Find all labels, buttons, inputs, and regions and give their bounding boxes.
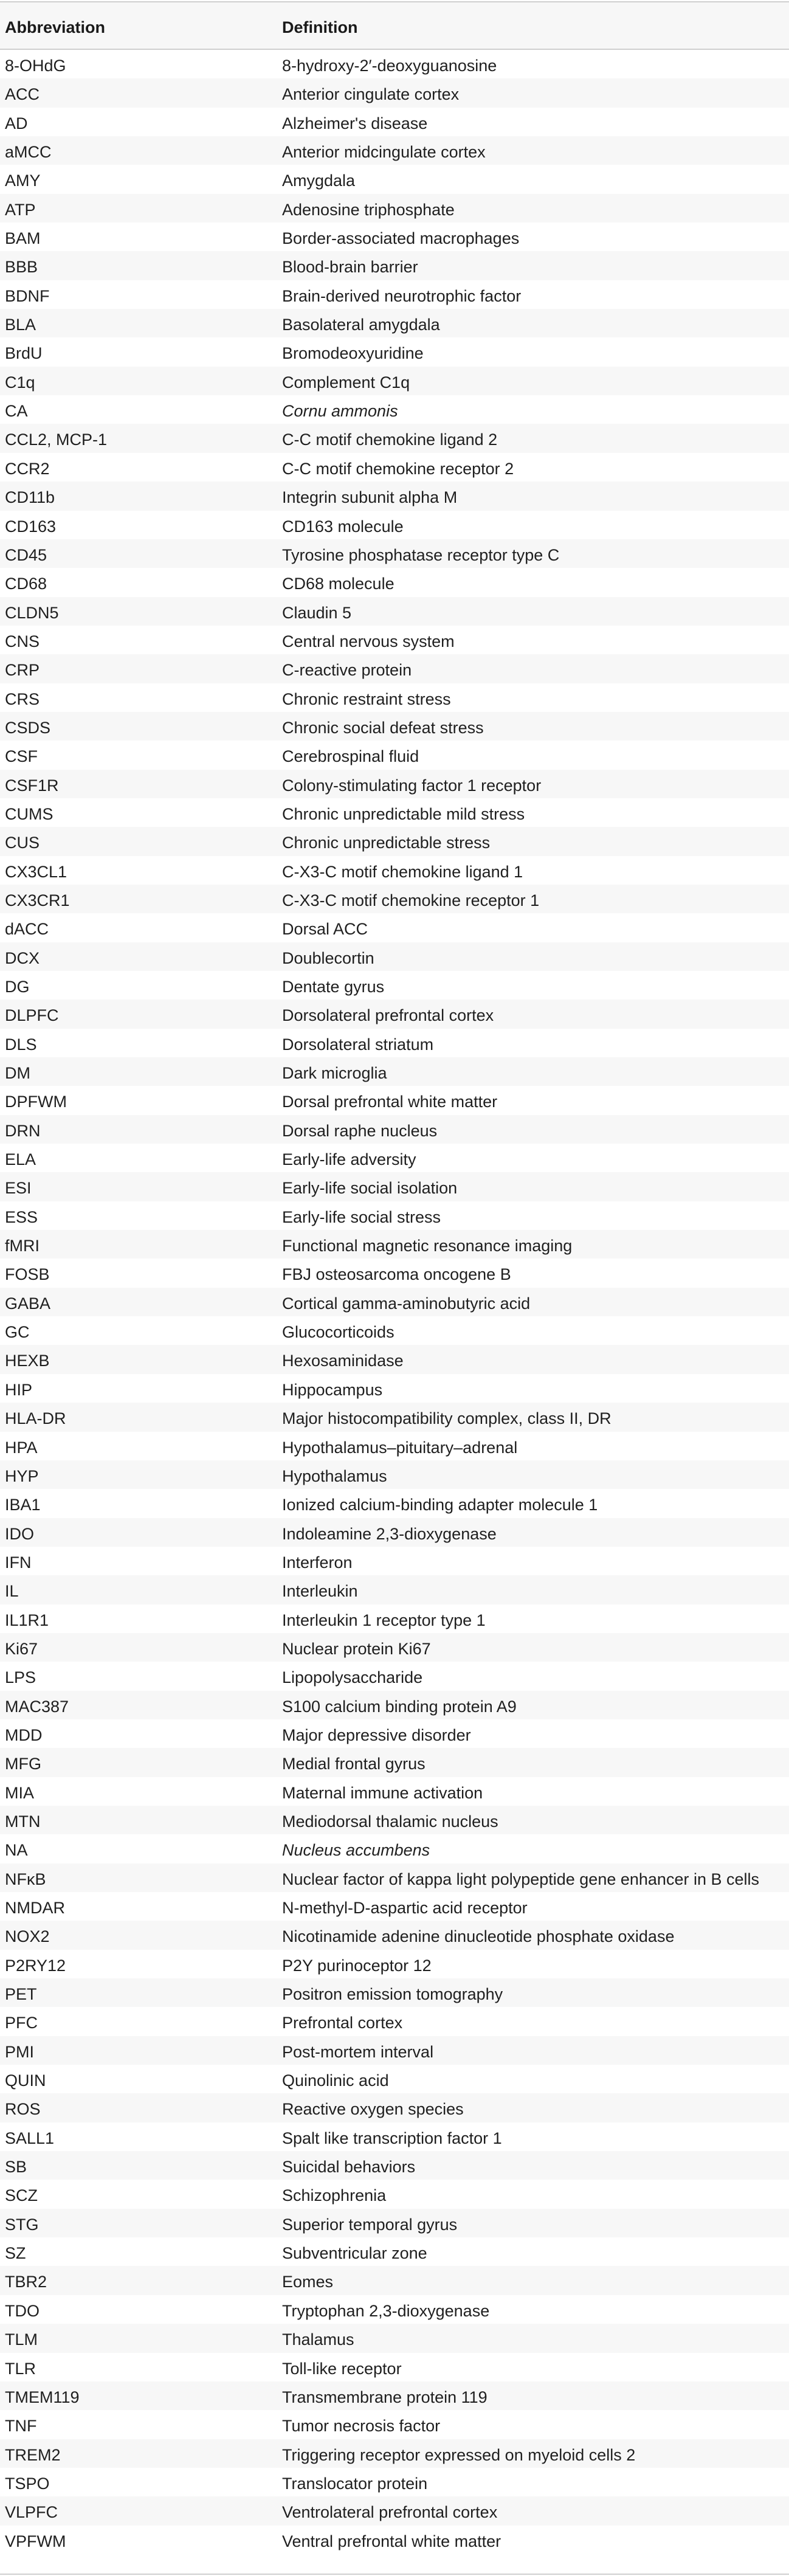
definition-cell: Basolateral amygdala — [282, 316, 440, 334]
table-row — [0, 165, 789, 193]
definition-cell: Translocator protein — [282, 2474, 428, 2493]
definition-cell: CD68 molecule — [282, 575, 394, 593]
table-row — [0, 1288, 789, 1316]
table-bottom-rule — [0, 2574, 789, 2575]
table-row — [0, 482, 789, 510]
header-abbreviation: Abbreviation — [5, 18, 106, 36]
abbreviation-cell: MTN — [5, 1812, 41, 1831]
definition-cell: Anterior cingulate cortex — [282, 85, 460, 104]
abbreviation-cell: VPFWM — [5, 2532, 66, 2550]
table-row — [0, 2526, 789, 2554]
table-row — [0, 2439, 789, 2468]
definition-cell: Cortical gamma-aminobutyric acid — [282, 1294, 531, 1313]
table-row — [0, 367, 789, 395]
table-row — [0, 136, 789, 165]
table-row — [0, 1834, 789, 1863]
abbreviation-cell: TDO — [5, 2301, 40, 2320]
definition-cell: C-C motif chemokine ligand 2 — [282, 430, 498, 449]
table-row — [0, 424, 789, 452]
abbreviation-cell: PFC — [5, 2014, 38, 2032]
table-row — [0, 971, 789, 1000]
table-row — [0, 1374, 789, 1403]
abbreviation-cell: ESI — [5, 1179, 32, 1198]
definition-cell: Brain-derived neurotrophic factor — [282, 286, 522, 305]
definition-cell: Central nervous system — [282, 632, 455, 651]
abbreviation-cell: CD163 — [5, 517, 57, 536]
abbreviation-cell: CD45 — [5, 545, 47, 564]
definition-cell: Cornu ammonis — [282, 402, 398, 421]
definition-cell: Schizophrenia — [282, 2186, 387, 2205]
abbreviation-cell: HIP — [5, 1380, 33, 1399]
definition-cell: C-X3-C motif chemokine receptor 1 — [282, 891, 540, 910]
abbreviation-cell: AMY — [5, 171, 41, 190]
table-row — [0, 2410, 789, 2439]
abbreviation-cell: MDD — [5, 1725, 43, 1744]
definition-cell: Transmembrane protein 119 — [282, 2388, 488, 2406]
abbreviation-cell: DLPFC — [5, 1006, 59, 1025]
table-row — [0, 1892, 789, 1921]
abbreviation-cell: CD11b — [5, 488, 55, 507]
definition-cell: Positron emission tomography — [282, 1985, 503, 2004]
table-row — [0, 1691, 789, 1719]
definition-cell: Toll-like receptor — [282, 2359, 402, 2378]
abbreviation-cell: CLDN5 — [5, 603, 59, 622]
definition-cell: Major depressive disorder — [282, 1725, 471, 1744]
definition-cell: Tryptophan 2,3-dioxygenase — [282, 2301, 490, 2320]
abbreviation-cell: LPS — [5, 1668, 36, 1687]
abbreviation-cell: DM — [5, 1064, 30, 1083]
definition-cell: Indoleamine 2,3-dioxygenase — [282, 1524, 497, 1543]
table-row — [0, 2324, 789, 2352]
abbreviation-cell: TBR2 — [5, 2273, 47, 2291]
abbreviation-cell: HPA — [5, 1438, 38, 1457]
abbreviation-cell: CA — [5, 402, 28, 421]
definition-cell: Tyrosine phosphatase receptor type C — [282, 545, 560, 564]
abbreviation-cell: HLA-DR — [5, 1409, 66, 1428]
definition-cell: Blood-brain barrier — [282, 258, 418, 277]
abbreviation-cell: CCL2, MCP-1 — [5, 430, 108, 449]
header-definition: Definition — [282, 18, 358, 36]
table-row — [0, 1748, 789, 1777]
abbreviation-cell: CSF1R — [5, 776, 59, 795]
table-row — [0, 1057, 789, 1086]
table-row — [0, 1201, 789, 1230]
definition-cell: N-methyl-D-aspartic acid receptor — [282, 1899, 528, 1917]
definition-cell: Interleukin 1 receptor type 1 — [282, 1611, 486, 1629]
definition-cell: Chronic unpredictable mild stress — [282, 804, 525, 823]
table-row — [0, 1000, 789, 1028]
abbreviation-cell: CRS — [5, 689, 40, 708]
abbreviation-cell: SB — [5, 2158, 27, 2177]
definition-cell: Nicotinamide adenine dinucleotide phosphate oxidase — [282, 1927, 675, 1946]
table-row — [0, 50, 789, 78]
abbreviation-cell: NMDAR — [5, 1899, 65, 1917]
definition-cell: Post-mortem interval — [282, 2042, 434, 2061]
table-row — [0, 1230, 789, 1259]
definition-cell: Dorsal raphe nucleus — [282, 1121, 438, 1140]
table-row — [0, 78, 789, 107]
table-row — [0, 1029, 789, 1057]
abbreviation-cell: CUS — [5, 834, 40, 852]
abbreviation-cell: NFκB — [5, 1870, 46, 1888]
abbreviation-cell: CX3CL1 — [5, 862, 67, 881]
abbreviation-cell: CCR2 — [5, 459, 50, 478]
table-row — [0, 1115, 789, 1144]
definition-cell: Chronic social defeat stress — [282, 718, 484, 737]
table-row — [0, 1345, 789, 1373]
abbreviation-cell: TMEM119 — [5, 2388, 80, 2406]
abbreviation-cell: PMI — [5, 2042, 35, 2061]
abbreviation-cell: IBA1 — [5, 1496, 41, 1514]
abbreviation-cell: CNS — [5, 632, 40, 651]
table-row — [0, 1460, 789, 1489]
abbreviation-cell: TSPO — [5, 2474, 50, 2493]
abbreviation-cell: ESS — [5, 1207, 38, 1226]
table-row — [0, 2496, 789, 2525]
table-row — [0, 1950, 789, 1978]
table-row — [0, 2381, 789, 2410]
abbreviation-cell: HYP — [5, 1466, 39, 1485]
definition-cell: Dorsal prefrontal white matter — [282, 1093, 498, 1111]
table-row — [0, 511, 789, 539]
abbreviation-cell: CSF — [5, 747, 38, 766]
table-row — [0, 2007, 789, 2036]
definition-cell: Medial frontal gyrus — [282, 1755, 426, 1773]
definition-cell: CD163 molecule — [282, 517, 404, 536]
abbreviation-cell: Ki67 — [5, 1639, 38, 1658]
table-row — [0, 1719, 789, 1748]
abbreviation-cell: DLS — [5, 1035, 37, 1054]
abbreviation-cell: DRN — [5, 1121, 41, 1140]
definition-cell: Dorsolateral prefrontal cortex — [282, 1006, 494, 1025]
table-row — [0, 2353, 789, 2381]
definition-cell: Suicidal behaviors — [282, 2158, 416, 2177]
definition-cell: C-X3-C motif chemokine ligand 1 — [282, 862, 523, 881]
definition-cell: Prefrontal cortex — [282, 2014, 403, 2032]
definition-cell: P2Y purinoceptor 12 — [282, 1956, 432, 1975]
definition-cell: Tumor necrosis factor — [282, 2417, 441, 2436]
definition-cell: Chronic unpredictable stress — [282, 834, 491, 852]
definition-cell: Adenosine triphosphate — [282, 200, 455, 219]
definition-cell: C-C motif chemokine receptor 2 — [282, 459, 514, 478]
abbreviation-cell: BAM — [5, 229, 41, 248]
table-header — [0, 2, 789, 49]
table-row — [0, 1489, 789, 1518]
abbreviation-cell: CD68 — [5, 575, 47, 593]
table-row — [0, 309, 789, 337]
abbreviation-cell: P2RY12 — [5, 1956, 66, 1975]
definition-cell: 8-hydroxy-2′-deoxyguanosine — [282, 57, 497, 75]
definition-cell: Nuclear protein Ki67 — [282, 1639, 431, 1658]
abbreviation-cell: ELA — [5, 1150, 36, 1169]
definition-cell: Ionized calcium-binding adapter molecule 1 — [282, 1496, 598, 1514]
abbreviation-cell: GABA — [5, 1294, 51, 1313]
table-row — [0, 108, 789, 136]
table-row — [0, 1633, 789, 1662]
table-row — [0, 2237, 789, 2266]
definition-cell: Glucocorticoids — [282, 1323, 394, 1342]
definition-cell: Quinolinic acid — [282, 2071, 389, 2090]
table-row — [0, 856, 789, 885]
abbreviation-cell: CSDS — [5, 718, 51, 737]
table-row — [0, 741, 789, 769]
definition-cell: Lipopolysaccharide — [282, 1668, 423, 1687]
definition-cell: Claudin 5 — [282, 603, 352, 622]
table-row — [0, 453, 789, 482]
definition-cell: Mediodorsal thalamic nucleus — [282, 1812, 498, 1831]
table-row — [0, 1518, 789, 1547]
abbreviation-cell: DPFWM — [5, 1093, 67, 1111]
definition-cell: Dorsolateral striatum — [282, 1035, 434, 1054]
definition-cell: Functional magnetic resonance imaging — [282, 1237, 573, 1255]
abbreviation-cell: BDNF — [5, 286, 50, 305]
table-row — [0, 1086, 789, 1114]
abbreviation-cell: dACC — [5, 920, 49, 939]
definition-cell: Chronic restraint stress — [282, 689, 451, 708]
table-row — [0, 2180, 789, 2208]
abbreviation-cell: fMRI — [5, 1237, 40, 1255]
table-row — [0, 1662, 789, 1690]
table-row — [0, 1403, 789, 1431]
definition-cell: Subventricular zone — [282, 2244, 427, 2263]
definition-cell: Hypothalamus–pituitary–adrenal — [282, 1438, 518, 1457]
table-body — [0, 50, 789, 2554]
abbreviation-cell: QUIN — [5, 2071, 46, 2090]
definition-cell: Border-associated macrophages — [282, 229, 520, 248]
abbreviation-cell: C1q — [5, 373, 35, 392]
abbreviation-cell: TLR — [5, 2359, 36, 2378]
abbreviation-cell: TNF — [5, 2417, 37, 2436]
abbreviation-cell: DG — [5, 978, 30, 996]
abbreviation-cell: SALL1 — [5, 2129, 55, 2147]
abbreviation-cell: CUMS — [5, 804, 53, 823]
definition-cell: Ventrolateral prefrontal cortex — [282, 2503, 498, 2522]
table-row — [0, 1259, 789, 1287]
table-row — [0, 942, 789, 971]
table-row — [0, 223, 789, 251]
definition-cell: Thalamus — [282, 2330, 354, 2349]
definition-cell: Bromodeoxyuridine — [282, 344, 424, 363]
abbreviation-cell: IFN — [5, 1553, 32, 1572]
abbreviation-cell: TLM — [5, 2330, 38, 2349]
definition-cell: Integrin subunit alpha M — [282, 488, 458, 507]
abbreviation-cell: VLPFC — [5, 2503, 58, 2522]
table-row — [0, 1777, 789, 1806]
table-row — [0, 2151, 789, 2180]
table-row — [0, 798, 789, 827]
table-row — [0, 654, 789, 683]
table-row — [0, 2266, 789, 2295]
table-row — [0, 251, 789, 280]
abbreviation-cell: DCX — [5, 948, 40, 967]
definition-cell: Complement C1q — [282, 373, 410, 392]
definition-cell: Eomes — [282, 2273, 334, 2291]
table-row — [0, 2065, 789, 2093]
table-row — [0, 337, 789, 366]
table-row — [0, 626, 789, 654]
table-row — [0, 1547, 789, 1575]
table-row — [0, 539, 789, 568]
definition-cell: Hexosaminidase — [282, 1352, 404, 1370]
table-row — [0, 2468, 789, 2496]
table-row — [0, 2093, 789, 2122]
abbreviation-cell: IDO — [5, 1524, 35, 1543]
table-row — [0, 194, 789, 223]
abbreviation-cell: MFG — [5, 1755, 41, 1773]
table-row — [0, 1978, 789, 2007]
table-row — [0, 1144, 789, 1172]
definition-cell: Colony-stimulating factor 1 receptor — [282, 776, 542, 795]
abbreviation-cell: IL1R1 — [5, 1611, 49, 1629]
table-row — [0, 1172, 789, 1201]
table-row — [0, 1432, 789, 1460]
table-row — [0, 683, 789, 712]
abbreviation-cell: NOX2 — [5, 1927, 50, 1946]
definition-cell: Dorsal ACC — [282, 920, 368, 939]
definition-cell: Hippocampus — [282, 1380, 383, 1399]
table-row — [0, 2036, 789, 2065]
definition-cell: Amygdala — [282, 171, 356, 190]
abbreviation-cell: MAC387 — [5, 1697, 69, 1716]
table-row — [0, 2122, 789, 2151]
abbreviation-cell: ROS — [5, 2100, 41, 2119]
table-row — [0, 2295, 789, 2324]
definition-cell: Early-life social isolation — [282, 1179, 458, 1198]
abbreviation-cell: SCZ — [5, 2186, 38, 2205]
abbreviation-cell: CRP — [5, 661, 40, 680]
abbreviation-cell: SZ — [5, 2244, 26, 2263]
abbreviation-cell: TREM2 — [5, 2445, 61, 2464]
definition-cell: Interferon — [282, 1553, 353, 1572]
abbreviation-cell: HEXB — [5, 1352, 50, 1370]
definition-cell: Hypothalamus — [282, 1466, 387, 1485]
abbreviation-cell: GC — [5, 1323, 30, 1342]
table-row — [0, 1863, 789, 1892]
abbreviation-cell: ACC — [5, 85, 40, 104]
table-row — [0, 597, 789, 626]
definition-cell: Reactive oxygen species — [282, 2100, 464, 2119]
abbreviation-cell: NA — [5, 1841, 28, 1860]
table-row — [0, 770, 789, 798]
table-row — [0, 395, 789, 424]
definition-cell: S100 calcium binding protein A9 — [282, 1697, 517, 1716]
definition-cell: Nuclear factor of kappa light polypeptide gene enhancer in B cells — [282, 1870, 759, 1888]
abbreviation-cell: AD — [5, 114, 28, 133]
abbreviation-cell: BBB — [5, 258, 38, 277]
abbreviation-cell: BrdU — [5, 344, 43, 363]
table-row — [0, 1604, 789, 1633]
abbreviation-cell: aMCC — [5, 143, 52, 162]
table-row — [0, 885, 789, 913]
abbreviation-cell: BLA — [5, 316, 36, 334]
abbreviation-cell: STG — [5, 2215, 39, 2234]
abbreviation-cell: IL — [5, 1582, 19, 1601]
abbreviation-cell: CX3CR1 — [5, 891, 70, 910]
table-row — [0, 712, 789, 741]
definition-cell: Interleukin — [282, 1582, 358, 1601]
definition-cell: Dark microglia — [282, 1064, 387, 1083]
abbreviation-cell: 8-OHdG — [5, 57, 66, 75]
definition-cell: Dentate gyrus — [282, 978, 385, 996]
definition-cell: Doublecortin — [282, 948, 374, 967]
definition-cell: Ventral prefrontal white matter — [282, 2532, 501, 2550]
definition-cell: FBJ osteosarcoma oncogene B — [282, 1265, 511, 1284]
table-row — [0, 568, 789, 596]
definition-cell: Cerebrospinal fluid — [282, 747, 419, 766]
definition-cell: C-reactive protein — [282, 661, 412, 680]
definition-cell: Alzheimer's disease — [282, 114, 428, 133]
table-row — [0, 1921, 789, 1949]
table-row — [0, 1575, 789, 1604]
definition-cell: Anterior midcingulate cortex — [282, 143, 486, 162]
definition-cell: Maternal immune activation — [282, 1783, 483, 1802]
definition-cell: Early-life adversity — [282, 1150, 416, 1169]
definition-cell: Early-life social stress — [282, 1207, 441, 1226]
abbreviation-cell: PET — [5, 1985, 37, 2004]
table-row — [0, 280, 789, 309]
table-row — [0, 913, 789, 942]
table-row — [0, 1316, 789, 1345]
definition-cell: Nucleus accumbens — [282, 1841, 430, 1860]
abbreviation-cell: MIA — [5, 1783, 35, 1802]
table-row — [0, 2209, 789, 2237]
table-row — [0, 1806, 789, 1834]
definition-cell: Superior temporal gyrus — [282, 2215, 458, 2234]
table-row — [0, 827, 789, 855]
abbreviation-cell: FOSB — [5, 1265, 50, 1284]
definition-cell: Spalt like transcription factor 1 — [282, 2129, 502, 2147]
abbreviation-cell: ATP — [5, 200, 36, 219]
definition-cell: Triggering receptor expressed on myeloid cells 2 — [282, 2445, 636, 2464]
definition-cell: Major histocompatibility complex, class II, DR — [282, 1409, 612, 1428]
